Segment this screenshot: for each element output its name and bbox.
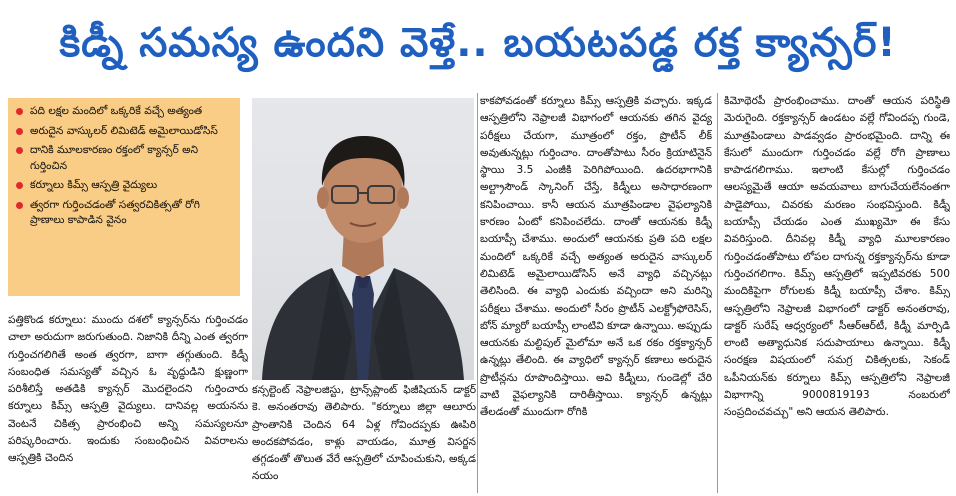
column-divider [717,93,718,493]
bullet-icon [16,147,23,154]
caption-text: కన్సల్టెంట్ నెఫ్రాలజిస్టు, ట్రాన్స్‌ప్లాంట్ ఫిజీషియన్ డాక్టర్ కె. అనంతరావు తెలిపారు. "కర్నూలు జిల్లా ఆలూరు ప్రాంతానికి చెందిన 64 ఏళ్ల గోవిందప్పకు ఊపిరి అందకపోవడం, కాళ్లు వాయడం, మూత్ర విసర్జన తగ్గడంతో తొలుత వేరే ఆస్పత్రిలో చూపించుకుని, అక్కడ నయం [252,384,476,483]
highlight-item [16,143,234,174]
bullet-icon [16,182,23,189]
highlight-text: త్వరగా గుర్తించడంతో సత్వరచికిత్సతో రోగి ప్రాణాలు కాపాడిన వైనం [30,198,200,226]
column-divider [477,93,478,493]
bullet-icon [16,128,23,135]
article-column-1 [8,312,248,492]
highlight-text: దానికి మూలకారణం రక్తంలో క్యాన్సర్ అని గుర్తించిన [30,144,199,172]
highlight-item [16,104,234,120]
headline: కిడ్నీ సమస్య ఉందని వెళ్తే.. బయటపడ్డ రక్త క్యాన్సర్! [59,20,897,66]
highlight-item [16,198,234,229]
bullet-icon [16,108,23,115]
article-column-4 [724,93,950,493]
bullet-icon [16,202,23,209]
highlight-item [16,178,234,194]
doctor-portrait-image [252,98,474,380]
highlight-text: కర్నూలు కిమ్స్ ఆస్పత్రి వైద్యులు [30,179,158,191]
article-text: కిమోథెరపీ ప్రారంభించాము. దాంతో ఆయన పరిస్థితి మెరుగైంది. రక్తక్యాన్సర్ ఉండటం వల్లే గోవిందప్ప గుండె, మూత్రపిండాలు పాడవ్వడం ప్రారంభమైంది. దాన్ని ఈ కేసులో ముందుగా గుర్తించడం వల్లే రోగి ప్రాణాలు కాపాడగలిగాము. ఇలాంటి కేసుల్లో గుర్తించడం ఆలస్యమైతే ఆయా అవయవాలు బాగుచేయలేనంతగా పాడైపోయి, చివరకు మరణం సంభవిస్తుంది. కిడ్నీ బయాప్సీ చేయడం ఎంత ముఖ్యమో ఈ కేసు వివరిస్తుంది. దీనివల్ల కిడ్నీ వ్యాధి మూలకారణం గుర్తించడంతోపాటు లోపల దాగున్న రక్తక్యాన్సర్‌ను కూడా గుర్తించగలిగాం. కిమ్స్ ఆస్పత్రిలో ఇప్పటివరకు 500 మందికిపైగా రోగులకు కిడ్నీ బయాప్సీ చేశాం. కిమ్స్ ఆస్పత్రిలోని నెఫ్రాలజీ విభాగంలో డాక్టర్ అనంతరావు, డాక్టర్ సురేష్ ఆధ్వర్యంలో సీఆర్ఆర్‌టీ, కిడ్నీ మార్పిడి లాంటి అత్యాధునిక సదుపాయాలు ఉన్నాయి. కిడ్నీ సంరక్షణ విషయంలో సమగ్ర చికిత్సలకు, సెకండ్ ఒపీనియన్‌కు కర్నూలు కిమ్స్ ఆస్పత్రిలోని నెఫ్రాలజీ విభాగాన్ని 9000819193 నంబరులో సంప్రదించవచ్చు" అని ఆయన తెలిపారు. [724,95,950,419]
article-text: పత్తికొండ కర్నూలు: ముందు దశలో క్యాన్సర్‌ను గుర్తించడం చాలా అరుదుగా జరుగుతుంది. నిజానికి దీన్ని ఎంత త్వరగా గుర్తించగలిగితే అంత త్వరగా, బాగా తగ్గుతుంది. కిడ్నీ సంబంధిత సమస్యతో వచ్చిన ఓ వృద్ధుడిని క్షుణ్ణంగా పరిశీలిస్తే అతడికి క్యాన్సర్ మొదలైందని గుర్తించారు కర్నూలు కిమ్స్ ఆస్పత్రి వైద్యులు. దానివల్ల అయనను వెంటనే చికిత్స ప్రారంభించి అన్ని సమస్యలనూ పరిష్కరించారు. ఇందుకు సంబంధించిన వివరాలను ఆస్పత్రికి చెందిన [8,314,248,465]
highlight-text: పది లక్షల మందిలో ఒక్కరికే వచ్చే అత్యంత [30,105,203,117]
photo-caption [252,382,476,486]
highlights-box [8,98,240,296]
doctor-photo [252,98,474,380]
highlight-text: అరుదైన వాస్కులర్ లిమిటెడ్ అమైలాయిడోసిస్ [30,124,218,137]
highlight-item [16,124,234,140]
article-text: కాకపోవడంతో కర్నూలు కిమ్స్ ఆస్పత్రికి వచ్చారు. ఇక్కడ ఆస్పత్రిలోని నెఫ్రాలజీ విభాగంలో ఆయనకు తగిన వైద్య పరీక్షలు చేయగా, మూత్రంలో రక్తం, ప్రొటీన్ లీక్ అవుతున్నట్లు గుర్తించాం. దాంతోపాటు సీరం క్రియాటినైన్ స్థాయి 3.5 ఎంజీకి పెరిగిపోయింది. ఉదరభాగానికి అల్ట్రాసౌండ్ స్కానింగ్ చేస్తే, కిడ్నీలు అసాధారణంగా కనిపించాయి. కానీ ఆయన మూత్రపిండాల వైఫల్యానికి కారణం ఏంటో కనిపించలేదు. దాంతో ఆయనకు కిడ్నీ బయాప్సీ చేశాము. అందులో ఆయనకు ప్రతి పది లక్షల మందిలో ఒక్కరికే వచ్చే అత్యంత అరుదైన వాస్కులర్ లిమిటెడ్ అమైలాయిడోసిస్ అనే వ్యాధి వచ్చినట్లు తెలిసింది. ఈ వ్యాధి ఎందుకు వచ్చిందా అని మరిన్ని పరీక్షలు చేశాము. అందులో సీరం ప్రొటీన్ ఎలక్ట్రోఫోరెసిస్, బోన్ మ్యారో బయాప్సీ లాంటివి కూడా ఉన్నాయి. అప్పుడు ఆయనకు మల్టిపుల్ మైలోమా అనే ఒక రకం రక్తక్యాన్సర్ ఉన్నట్లు తేలింది. ఈ వ్యాధిలో క్యాన్సర్ కణాలు అరుదైన ప్రొటీన్లను రూపొందిస్తాయి. అవి కిడ్నీలు, గుండెల్లో చేరి వాటి వైఫల్యానికి దారితీస్తాయి. క్యాన్సర్ ఉన్నట్లు తేలడంతో ముందుగా రోగికి [480,95,712,419]
article-column-3 [480,93,712,493]
